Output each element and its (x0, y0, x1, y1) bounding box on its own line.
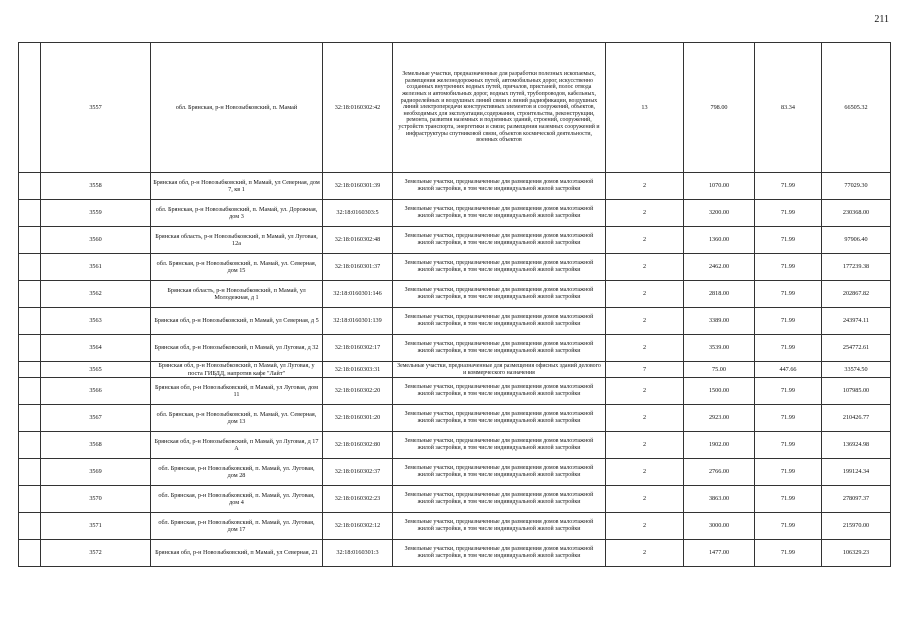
table-row (19, 513, 891, 540)
row-blank-cell (19, 281, 41, 308)
row-blank-cell (19, 362, 41, 378)
row-cadastral-value: 77029.30 (822, 173, 891, 200)
row-address: Брянская область, р-н Новозыбковский, п Мамай, ул Молодежная, д 1 (151, 281, 323, 308)
row-blank-cell (19, 308, 41, 335)
row-group: 2 (606, 335, 684, 362)
row-group: 13 (606, 43, 684, 173)
row-rate: 71.99 (755, 513, 822, 540)
row-group: 2 (606, 254, 684, 281)
row-group: 2 (606, 308, 684, 335)
row-rate: 71.99 (755, 378, 822, 405)
row-land-purpose: Земельные участки, предназначенные для размещения домов малоэтажной жилой застройки, в том числе индивидуальной жилой застройки (393, 486, 606, 513)
page-number: 211 (874, 14, 889, 25)
row-rate: 83.34 (755, 43, 822, 173)
row-number: 3558 (41, 173, 151, 200)
row-land-purpose: Земельные участки, предназначенные для размещения домов малоэтажной жилой застройки, в том числе индивидуальной жилой застройки (393, 513, 606, 540)
row-rate: 71.99 (755, 227, 822, 254)
row-area: 3389.00 (684, 308, 755, 335)
row-land-purpose: Земельные участки, предназначенные для размещения домов малоэтажной жилой застройки, в том числе индивидуальной жилой застройки (393, 254, 606, 281)
row-land-purpose: Земельные участки, предназначенные для размещения домов малоэтажной жилой застройки, в том числе индивидуальной жилой застройки (393, 173, 606, 200)
row-cadastral-number: 32:18:0160301:3 (323, 540, 393, 567)
row-number: 3565 (41, 362, 151, 378)
row-number: 3567 (41, 405, 151, 432)
row-blank-cell (19, 405, 41, 432)
table-row (19, 405, 891, 432)
table-row (19, 200, 891, 227)
row-address: Брянская обл, р-н Новозыбковский, п Мамай, ул Северная, дом 7, кв 1 (151, 173, 323, 200)
row-address: обл. Брянская, р-н Новозыбковский, п. Мамай, ул. Луговая, дом 4 (151, 486, 323, 513)
row-cadastral-value: 97906.40 (822, 227, 891, 254)
row-group: 2 (606, 378, 684, 405)
row-rate: 71.99 (755, 335, 822, 362)
row-cadastral-value: 199124.34 (822, 459, 891, 486)
row-number: 3562 (41, 281, 151, 308)
row-land-purpose: Земельные участки, предназначенные для разработки полезных ископаемых, размещения железнодорожных путей, автомобильных дорог, искусственно созданных внутренних водных путей, причалов, пристаней, полос отвода железных и автомобильных дорог, водных путей, трубопроводов, кабельных, радиорелейных и воздушных линий связи и линий радиофикации, воздушных линий электропередачи конструктивных элементов и сооружений, объектов, необходимых для эксплуатации,содержания, строительства, реконструкции, ремонта, развития наземных и подземных зданий, строений, сооружений, устройств транспорта, энергетики и связи; размещения наземных сооружений и инфраструктуры спутниковой связи, объектов космической деятельности, военных объектов (393, 43, 606, 173)
row-area: 3863.00 (684, 486, 755, 513)
row-number: 3559 (41, 200, 151, 227)
row-cadastral-number: 32:18:0160302:20 (323, 378, 393, 405)
row-number: 3564 (41, 335, 151, 362)
row-rate: 447.66 (755, 362, 822, 378)
row-cadastral-value: 254772.61 (822, 335, 891, 362)
row-cadastral-number: 32:18:0160302:37 (323, 459, 393, 486)
row-blank-cell (19, 200, 41, 227)
row-blank-cell (19, 540, 41, 567)
row-area: 2766.00 (684, 459, 755, 486)
cadastral-value-table (18, 42, 891, 567)
row-land-purpose: Земельные участки, предназначенные для размещения домов малоэтажной жилой застройки, в том числе индивидуальной жилой застройки (393, 405, 606, 432)
row-group: 2 (606, 200, 684, 227)
row-area: 1360.00 (684, 227, 755, 254)
row-group: 2 (606, 227, 684, 254)
table-row (19, 432, 891, 459)
row-rate: 71.99 (755, 281, 822, 308)
row-group: 2 (606, 459, 684, 486)
table-row (19, 486, 891, 513)
row-area: 2462.00 (684, 254, 755, 281)
row-group: 2 (606, 513, 684, 540)
row-address: Брянская обл, р-н Новозыбковский, п Мамай, ул Северная, д 5 (151, 308, 323, 335)
row-cadastral-value: 243974.11 (822, 308, 891, 335)
row-blank-cell (19, 513, 41, 540)
row-cadastral-number: 32:18:0160301:20 (323, 405, 393, 432)
row-cadastral-number: 32:18:0160302:12 (323, 513, 393, 540)
row-group: 2 (606, 173, 684, 200)
row-address: Брянская область, р-н Новозыбковский, п Мамай, ул Луговая, 12а (151, 227, 323, 254)
table-row (19, 378, 891, 405)
row-number: 3568 (41, 432, 151, 459)
row-group: 2 (606, 540, 684, 567)
table-body (19, 43, 891, 567)
table-row (19, 362, 891, 378)
table-row (19, 43, 891, 173)
row-number: 3560 (41, 227, 151, 254)
row-rate: 71.99 (755, 254, 822, 281)
row-cadastral-value: 210426.77 (822, 405, 891, 432)
row-blank-cell (19, 459, 41, 486)
row-blank-cell (19, 227, 41, 254)
row-area: 1902.00 (684, 432, 755, 459)
row-rate: 71.99 (755, 173, 822, 200)
row-cadastral-number: 32:18:0160302:42 (323, 43, 393, 173)
row-land-purpose: Земельные участки, предназначенные для размещения домов малоэтажной жилой застройки, в том числе индивидуальной жилой застройки (393, 227, 606, 254)
row-cadastral-value: 202867.82 (822, 281, 891, 308)
row-address: обл. Брянская, р-н Новозыбковский, п. Мамай, ул. Северная, дом 15 (151, 254, 323, 281)
row-blank-cell (19, 173, 41, 200)
row-cadastral-value: 136924.98 (822, 432, 891, 459)
row-area: 1477.00 (684, 540, 755, 567)
table-row (19, 227, 891, 254)
row-number: 3572 (41, 540, 151, 567)
row-land-purpose: Земельные участки, предназначенные для размещения домов малоэтажной жилой застройки, в том числе индивидуальной жилой застройки (393, 335, 606, 362)
row-number: 3561 (41, 254, 151, 281)
row-cadastral-number: 32:18:0160302:48 (323, 227, 393, 254)
row-cadastral-value: 66505.32 (822, 43, 891, 173)
table-row (19, 540, 891, 567)
row-group: 2 (606, 405, 684, 432)
row-blank-cell (19, 254, 41, 281)
table-row (19, 308, 891, 335)
table-row (19, 254, 891, 281)
row-address: обл. Брянская, р-н Новозыбковский, п. Мамай, ул. Дорожная, дом 3 (151, 200, 323, 227)
row-address: Брянская обл, р-н Новозыбковский, п Мамай, ул Луговая, дом 11 (151, 378, 323, 405)
row-number: 3566 (41, 378, 151, 405)
row-group: 2 (606, 486, 684, 513)
row-cadastral-number: 32:18:0160301:39 (323, 173, 393, 200)
row-rate: 71.99 (755, 459, 822, 486)
row-cadastral-number: 32:18:0160303:5 (323, 200, 393, 227)
row-address: обл. Брянская, р-н Новозыбковский, п. Мамай, ул. Луговая, дом 17 (151, 513, 323, 540)
row-blank-cell (19, 335, 41, 362)
row-area: 1500.00 (684, 378, 755, 405)
row-cadastral-value: 33574.50 (822, 362, 891, 378)
row-area: 3539.00 (684, 335, 755, 362)
row-address: обл. Брянская, р-н Новозыбковский, п. Мамай, ул. Северная, дом 13 (151, 405, 323, 432)
row-rate: 71.99 (755, 308, 822, 335)
row-address: обл. Брянская, р-н Новозыбковский, п. Мамай, ул. Луговая, дом 28 (151, 459, 323, 486)
row-cadastral-value: 107985.00 (822, 378, 891, 405)
row-rate: 71.99 (755, 405, 822, 432)
row-cadastral-number: 32:18:0160302:23 (323, 486, 393, 513)
row-area: 3000.00 (684, 513, 755, 540)
row-number: 3570 (41, 486, 151, 513)
row-address: Брянская обл, р-н Новозыбковский, п Мамай, ул Луговая, д 32 (151, 335, 323, 362)
row-rate: 71.99 (755, 200, 822, 227)
row-address: обл. Брянская, р-н Новозыбковский, п. Мамай (151, 43, 323, 173)
row-land-purpose: Земельные участки, предназначенные для размещения домов малоэтажной жилой застройки, в том числе индивидуальной жилой застройки (393, 281, 606, 308)
row-area: 798.00 (684, 43, 755, 173)
row-area: 2923.00 (684, 405, 755, 432)
row-blank-cell (19, 378, 41, 405)
row-rate: 71.99 (755, 432, 822, 459)
row-land-purpose: Земельные участки, предназначенные для размещения домов малоэтажной жилой застройки, в том числе индивидуальной жилой застройки (393, 308, 606, 335)
row-land-purpose: Земельные участки, предназначенные для размещения домов малоэтажной жилой застройки, в том числе индивидуальной жилой застройки (393, 378, 606, 405)
table-row (19, 459, 891, 486)
row-address: Брянская обл, р-н Новозыбковский, п Мамай, ул Северная, 21 (151, 540, 323, 567)
row-area: 3200.00 (684, 200, 755, 227)
table-row (19, 281, 891, 308)
row-cadastral-number: 32:18:0160301:146 (323, 281, 393, 308)
table-row (19, 173, 891, 200)
row-cadastral-value: 230368.00 (822, 200, 891, 227)
row-number: 3557 (41, 43, 151, 173)
row-land-purpose: Земельные участки, предназначенные для размещения офисных зданий делового и коммерческого назначения (393, 362, 606, 378)
row-number: 3563 (41, 308, 151, 335)
row-cadastral-number: 32:18:0160302:80 (323, 432, 393, 459)
row-number: 3571 (41, 513, 151, 540)
row-area: 75.00 (684, 362, 755, 378)
row-cadastral-value: 106329.23 (822, 540, 891, 567)
row-land-purpose: Земельные участки, предназначенные для размещения домов малоэтажной жилой застройки, в том числе индивидуальной жилой застройки (393, 432, 606, 459)
row-blank-cell (19, 43, 41, 173)
row-land-purpose: Земельные участки, предназначенные для размещения домов малоэтажной жилой застройки, в том числе индивидуальной жилой застройки (393, 540, 606, 567)
row-area: 2818.00 (684, 281, 755, 308)
row-cadastral-number: 32:18:0160303:31 (323, 362, 393, 378)
row-land-purpose: Земельные участки, предназначенные для размещения домов малоэтажной жилой застройки, в том числе индивидуальной жилой застройки (393, 200, 606, 227)
row-rate: 71.99 (755, 486, 822, 513)
row-blank-cell (19, 486, 41, 513)
row-number: 3569 (41, 459, 151, 486)
row-cadastral-value: 177239.38 (822, 254, 891, 281)
row-area: 1070.00 (684, 173, 755, 200)
row-rate: 71.99 (755, 540, 822, 567)
row-cadastral-value: 215970.00 (822, 513, 891, 540)
row-group: 2 (606, 432, 684, 459)
table-row (19, 335, 891, 362)
row-land-purpose: Земельные участки, предназначенные для размещения домов малоэтажной жилой застройки, в том числе индивидуальной жилой застройки (393, 459, 606, 486)
row-address: Брянская обл, р-н Новозыбковский, п Мамай, ул Луговая, у поста ГИБДД, напротив кафе "Лайт" (151, 362, 323, 378)
row-cadastral-number: 32:18:0160301:139 (323, 308, 393, 335)
row-address: Брянская обл, р-н Новозыбковский, п Мамай, ул Луговая, д 17 А (151, 432, 323, 459)
row-blank-cell (19, 432, 41, 459)
row-group: 2 (606, 281, 684, 308)
row-cadastral-value: 278097.37 (822, 486, 891, 513)
row-cadastral-number: 32:18:0160302:17 (323, 335, 393, 362)
row-cadastral-number: 32:18:0160301:37 (323, 254, 393, 281)
row-group: 7 (606, 362, 684, 378)
